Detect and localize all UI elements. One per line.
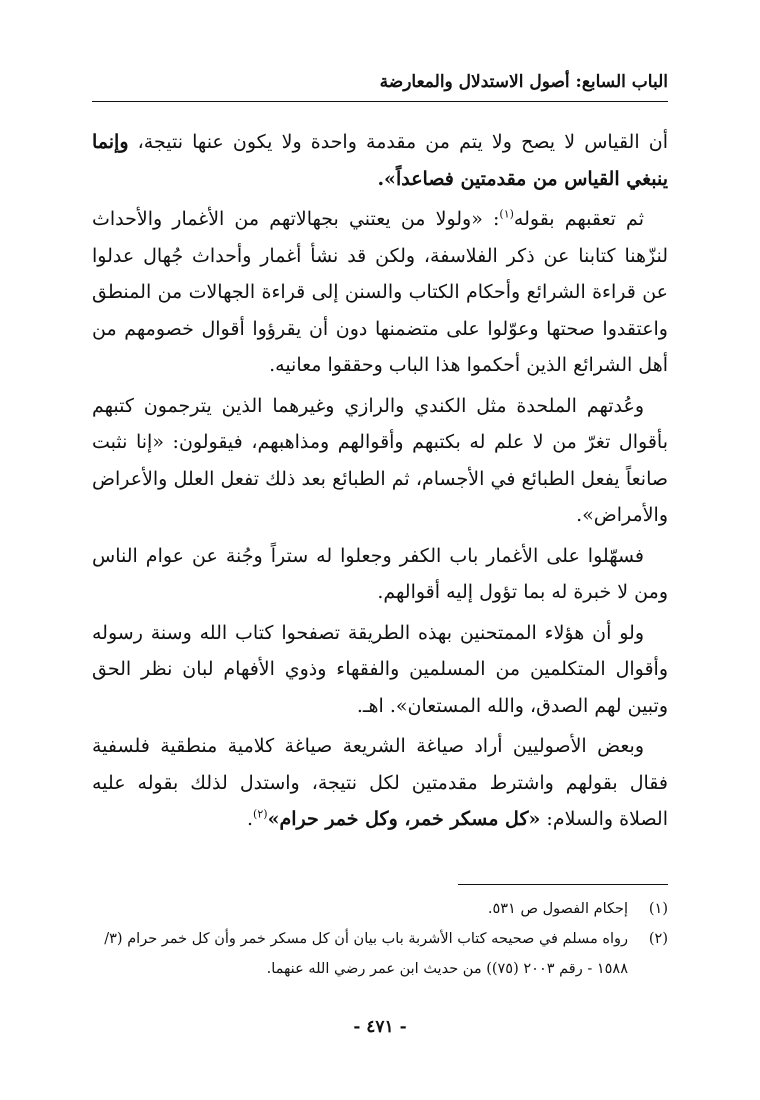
footnote-2-text: رواه مسلم في صحيحه كتاب الأشربة باب بيان أن كل مسكر خمر وأن كل خمر حرام (٣/ ١٥٨٨ - رقم ٢٠٠٣ (٧٥)) من حديث ابن عمر رضي الله عنهما. (104, 931, 628, 977)
footnotes (88, 894, 668, 984)
footnote-1-text: إحكام الفصول ص ٥٣١. (487, 901, 628, 917)
paragraph-5-text: ولو أن هؤلاء الممتحنين بهذه الطريقة تصفحوا كتاب الله وسنة رسوله وأقوال المتكلمين من المسلمين والفقهاء وذوي الأفهام لبان نظر الحق وتبين لهم الصدق، والله المستعان». اهـ. (92, 621, 668, 717)
paragraph-1-tail: ». (377, 167, 396, 190)
paragraph-5 (92, 615, 668, 725)
running-header: الباب السابع: أصول الاستدلال والمعارضة (379, 72, 668, 92)
paragraph-4 (92, 538, 668, 611)
paragraph-3 (92, 388, 668, 534)
hadith-quote: «كل مسكر خمر، وكل خمر حرام» (267, 808, 541, 830)
paragraph-2 (92, 201, 668, 384)
main-text (92, 124, 668, 842)
paragraph-6-tail: . (247, 808, 254, 830)
paragraph-1 (92, 124, 668, 197)
paragraph-4-text: فسهّلوا على الأغمار باب الكفر وجعلوا له ستراً وجُنة عن عوام الناس ومن لا خبرة له بما تؤول إليه أقوالهم. (92, 544, 668, 603)
page-number: - ٤٧١ - (353, 1017, 407, 1037)
header-divider (92, 101, 668, 102)
paragraph-2-text: ثم تعقبهم بقوله (513, 208, 644, 230)
footnote-2 (88, 924, 668, 984)
footnote-divider (458, 884, 668, 885)
paragraph-1-bold: وإنما ينبغي القياس من مقدمتين فصاعداً (92, 131, 668, 190)
footnote-2-number: (٢) (648, 931, 668, 947)
paragraph-6 (92, 728, 668, 838)
paragraph-2-quote: : «ولولا من يعتني بجهالاتهم من الأغمار والأحداث لنزّهنا كتابنا عن ذكر الفلاسفة، ولكن قد نشأ أغمار وأحداث جُهال عدلوا عن قراءة الشرائع وأحكام الكتاب والسنن إلى قراءة الجهالات من المنطق واعتقدوا صحتها وعوّلوا على متضمنها دون أن يقرؤوا أقوال خصومهم من أهل الشرائع الذين أحكموا هذا الباب وحققوا معانيه. (92, 208, 668, 376)
footnote-ref-1[interactable]: (١) (499, 207, 514, 221)
footnote-1 (88, 894, 668, 924)
paragraph-1-text: أن القياس لا يصح ولا يتم من مقدمة واحدة ولا يكون عنها نتيجة، (128, 131, 668, 153)
paragraph-3-text: وعُدتهم الملحدة مثل الكندي والرازي وغيرهما الذين يترجمون كتبهم بأقوال تغرّ من لا علم له بكتبهم وأقوالهم ومذاهبهم، فيقولون: «إنا نثبت صانعاً يفعل الطبائع في الأجسام، ثم الطبائع بعد ذلك تفعل العلل والأعراض والأمراض». (92, 394, 668, 526)
footnote-ref-2[interactable]: (٢) (253, 807, 268, 821)
footnote-1-number: (١) (648, 901, 668, 917)
paragraph-6-text: وبعض الأصوليين أراد صياغة الشريعة صياغة كلامية منطقية فلسفية فقال بقولهم واشترط مقدمتين لكل نتيجة، واستدل لذلك بقوله عليه الصلاة والسلام: (92, 735, 668, 830)
